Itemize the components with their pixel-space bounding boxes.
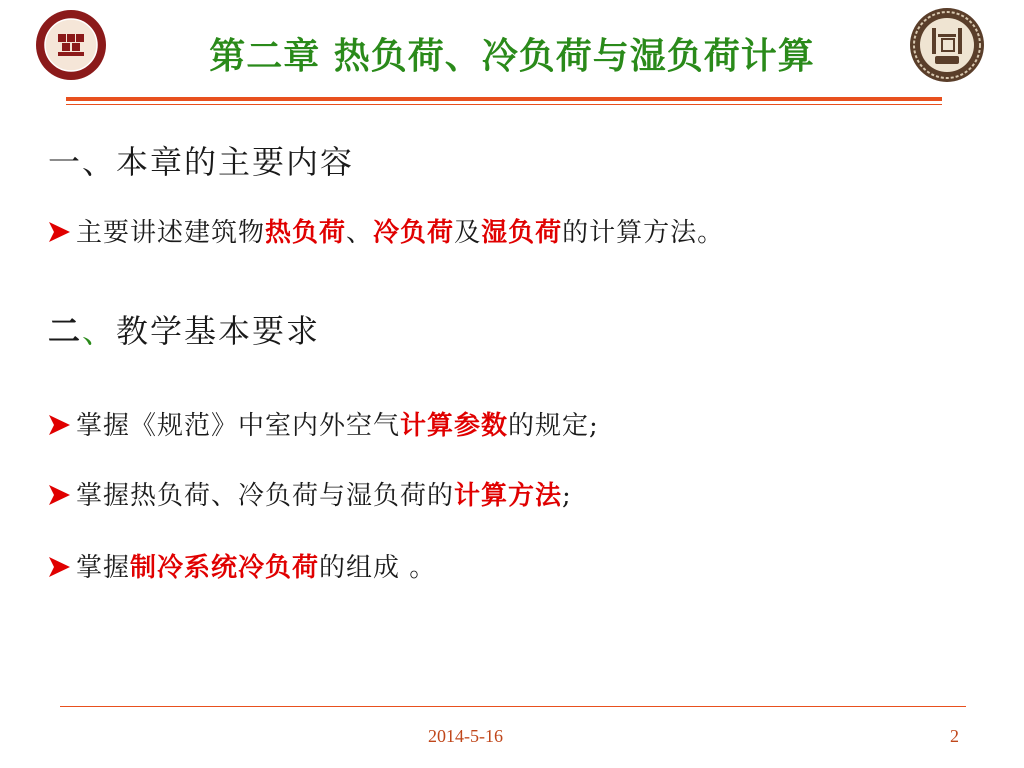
bullet-refrigeration-load — [46, 547, 436, 584]
title-divider — [66, 97, 942, 101]
section-heading-teaching-requirements: 二、教学基本要求 — [48, 312, 321, 350]
bullet-calc-methods — [46, 475, 572, 512]
footer-divider — [60, 706, 966, 707]
bullet-calc-parameters — [46, 405, 599, 442]
slide-title: 第二章 热负荷、冷负荷与湿负荷计算 — [209, 35, 815, 77]
bullet-text: 主要讲述建筑物热负荷、冷负荷及湿负荷的计算方法。 — [76, 218, 725, 248]
bullet-main-content — [46, 212, 724, 249]
bullet-text: 掌握《规范》中室内外空气计算参数的规定; — [76, 411, 599, 441]
footer-date: 2014-5-16 — [428, 726, 503, 746]
arrow-bullet-icon — [46, 219, 72, 245]
section-heading-main-content: 一、本章的主要内容 — [48, 143, 355, 181]
title-divider-thin — [66, 104, 942, 105]
bullet-text: 掌握制冷系统冷负荷的组成 。 — [76, 553, 437, 583]
arrow-bullet-icon — [46, 412, 72, 438]
bullet-text: 掌握热负荷、冷负荷与湿负荷的计算方法; — [76, 481, 572, 511]
arrow-bullet-icon — [46, 482, 72, 508]
arrow-bullet-icon — [46, 554, 72, 580]
page-number: 2 — [950, 726, 959, 746]
